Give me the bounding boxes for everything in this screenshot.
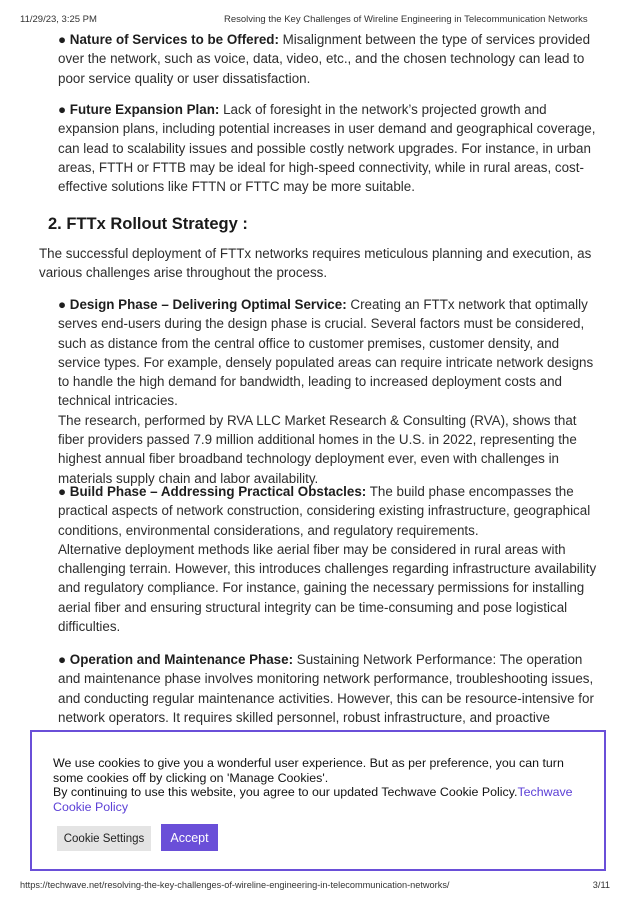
list-item-future-expansion — [58, 100, 598, 196]
item-text-continued: The research, performed by RVA LLC Market Research & Consulting (RVA), shows that fiber providers passed 7.9 million additional homes in the U.S. in 2022, representing the highest annual fiber broadband technology deployment ever, even with challenges in materials supply chain and labor availability. — [58, 412, 577, 486]
item-label: ● Future Expansion Plan: — [58, 102, 220, 117]
item-label: ● Build Phase – Addressing Practical Obstacles: — [58, 484, 367, 499]
item-text: Sustaining Network Performance: The operation and maintenance phase involves monitoring network performance, troubleshooting issues, and conducting regular maintenance activities. However, this can be resource-intensive for network operators. It requires skilled personnel, robust infrastructure, and proactive — [58, 652, 594, 725]
cookie-text-1: We use cookies to give you a wonderful user experience. But as per preference, you can turn some cookies off by clicking on 'Manage Cookies'. — [53, 756, 564, 785]
cookie-text-2: By continuing to use this website, you agree to our updated Techwave Cookie Policy. — [53, 785, 518, 800]
section-heading: 2. FTTx Rollout Strategy : — [48, 215, 248, 233]
item-label: ● Design Phase – Delivering Optimal Service: — [58, 297, 347, 312]
item-text: The build phase encompasses the practical aspects of network construction, considering existing infrastructure, geographical conditions, environmental considerations, and regulatory requirements. — [58, 484, 591, 538]
list-item-design-phase — [58, 295, 598, 488]
accept-cookies-button[interactable]: Accept — [161, 824, 218, 851]
page-number: 3/11 — [592, 880, 610, 890]
cookie-policy-link[interactable]: Techwave Cookie Policy — [53, 785, 573, 814]
list-item-nature-of-services — [58, 30, 598, 88]
list-item-build-phase — [58, 482, 598, 636]
section-intro: The successful deployment of FTTx networks requires meticulous planning and execution, as various challenges arise throughout the process. — [39, 246, 592, 281]
item-label: ● Operation and Maintenance Phase: — [58, 652, 294, 667]
item-text: Lack of foresight in the network’s projected growth and expansion plans, including potential increases in user demand and geographical coverage, can lead to scalability issues and possible costly network upgrades. For instance, in urban areas, FTTH or FTTB may be ideal for high-speed connectivity, while in rural areas, cost-effective solutions like FTTN or FTTC may be more suitable. — [58, 102, 596, 195]
print-header — [20, 14, 610, 28]
cookie-settings-button[interactable]: Cookie Settings — [57, 826, 151, 851]
item-label: ● Nature of Services to be Offered: — [58, 32, 279, 47]
item-text: Misalignment between the type of services provided over the network, such as voice, data, video, etc., and the chosen technology can lead to poor service quality or user dissatisfaction. — [58, 32, 591, 86]
cookie-banner — [30, 730, 606, 871]
item-text: Creating an FTTx network that optimally serves end-users during the design phase is crucial. Several factors must be considered, such as distance from the central office to customer premises, customer density, and service types. For example, densely populated areas can require intricate network designs to handle the high demand for bandwidth, leading to increased deployment costs and technical intricacies. — [58, 297, 594, 409]
page-url: https://techwave.net/resolving-the-key-challenges-of-wireline-engineering-in-telecommunication-networks/ — [20, 880, 450, 890]
item-text-continued: Alternative deployment methods like aerial fiber may be considered in rural areas with challenging terrain. However, this introduces challenges regarding infrastructure availability and regulatory compliance. For instance, gaining the necessary permissions for installing aerial fiber and ensuring structural integrity can be time-consuming and pose logistical difficulties. — [58, 541, 597, 635]
print-footer — [20, 880, 610, 894]
cookie-message — [53, 756, 593, 814]
print-datetime: 11/29/23, 3:25 PM — [20, 14, 97, 25]
print-title: Resolving the Key Challenges of Wireline Engineering in Telecommunication Networks — [224, 14, 588, 25]
